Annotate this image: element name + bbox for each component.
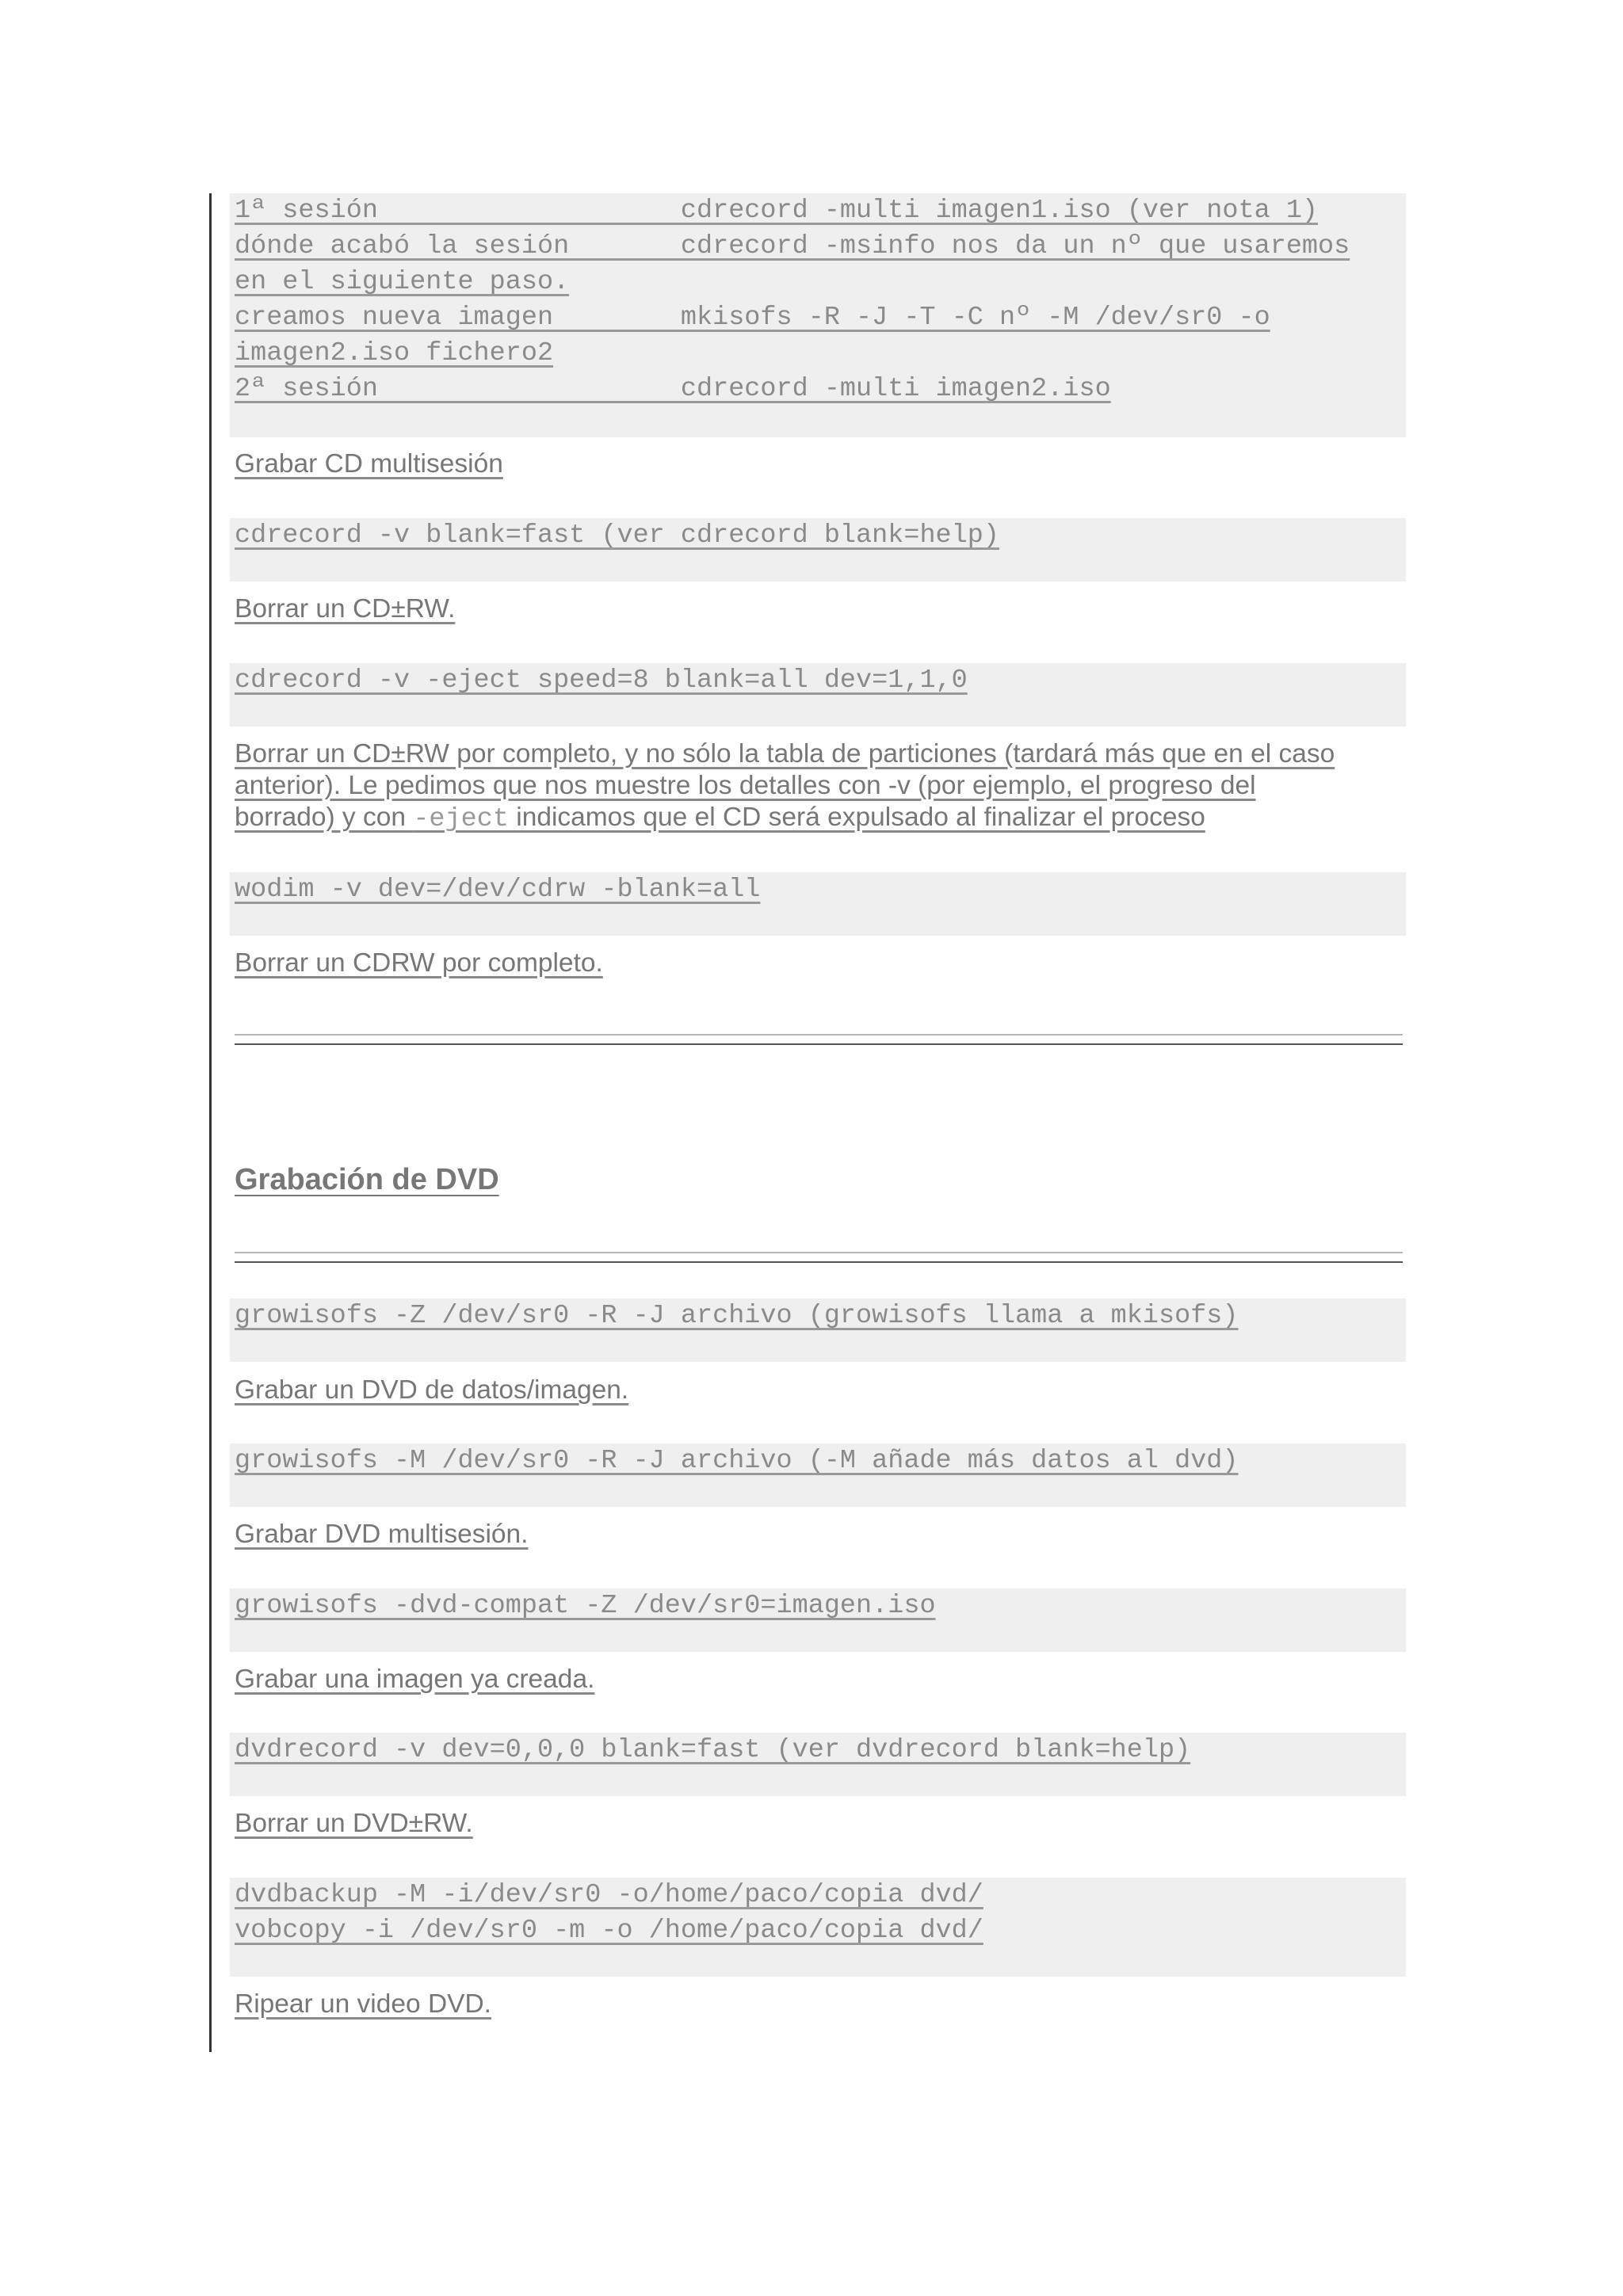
horizontal-rule	[235, 1034, 1403, 1045]
caption-line: borrado) y con	[235, 803, 414, 832]
dvdrecord-code-block	[230, 1733, 1406, 1796]
growisofs-compat-caption: Grabar una imagen ya creada.	[235, 1665, 595, 1694]
dvdrecord-caption: Borrar un DVD±RW.	[235, 1809, 473, 1838]
growisofs-compat-code-block	[230, 1589, 1406, 1652]
multisession-caption: Grabar CD multisesión	[235, 449, 503, 479]
growisofs-z-code-block	[230, 1299, 1406, 1362]
code-line: 1ª sesión cdrecord -multi imagen1.iso (ver nota 1)	[235, 196, 1319, 226]
code-line: wodim -v dev=/dev/cdrw -blank=all	[235, 875, 761, 905]
caption-line: indicamos que el CD será expulsado al finalizar el proceso	[508, 803, 1205, 832]
multisession-code-block	[230, 193, 1406, 437]
horizontal-rule	[235, 1252, 1403, 1263]
code-line: creamos nueva imagen mkisofs -R -J -T -C nº -M /dev/sr0 -o	[235, 303, 1270, 333]
blank-all-code-block	[230, 663, 1406, 727]
wodim-code-block	[230, 872, 1406, 936]
code-line: 2ª sesión cdrecord -multi imagen2.iso	[235, 374, 1111, 404]
caption-line: Borrar un CD±RW por completo, y no sólo la tabla de particiones (tardará más que en el caso	[235, 739, 1335, 769]
caption-line: anterior). Le pedimos que nos muestre los detalles con -v (por ejemplo, el progreso del	[235, 771, 1256, 800]
code-line: en el siguiente paso.	[235, 267, 570, 297]
code-line: dvdbackup -M -i/dev/sr0 -o/home/paco/copia dvd/	[235, 1880, 983, 1910]
left-margin-rule	[209, 193, 212, 2052]
rip-caption: Ripear un video DVD.	[235, 1989, 491, 2019]
blank-all-caption	[235, 738, 1407, 835]
dvd-section-heading: Grabación de DVD	[235, 1163, 499, 1196]
code-line: dvdrecord -v dev=0,0,0 blank=fast (ver dvdrecord blank=help)	[235, 1735, 1191, 1765]
wodim-caption: Borrar un CDRW por completo.	[235, 948, 603, 978]
code-line: vobcopy -i /dev/sr0 -m -o /home/paco/copia dvd/	[235, 1916, 983, 1946]
code-line: dónde acabó la sesión cdrecord -msinfo nos da un nº que usaremos	[235, 231, 1350, 261]
growisofs-m-caption: Grabar DVD multisesión.	[235, 1520, 529, 1549]
code-line: growisofs -dvd-compat -Z /dev/sr0=imagen.iso	[235, 1591, 936, 1621]
growisofs-z-caption: Grabar un DVD de datos/imagen.	[235, 1375, 629, 1405]
blank-fast-caption: Borrar un CD±RW.	[235, 594, 456, 624]
code-line: cdrecord -v -eject speed=8 blank=all dev=1,1,0	[235, 666, 968, 696]
blank-fast-code-block	[230, 518, 1406, 582]
rip-code-block	[230, 1878, 1406, 1977]
inline-code: -eject	[413, 804, 509, 834]
code-line: cdrecord -v blank=fast (ver cdrecord blank=help)	[235, 521, 999, 551]
code-line: growisofs -Z /dev/sr0 -R -J archivo (growisofs llama a mkisofs)	[235, 1301, 1239, 1331]
code-line: imagen2.iso fichero2	[235, 338, 554, 368]
code-line: growisofs -M /dev/sr0 -R -J archivo (-M añade más datos al dvd)	[235, 1446, 1239, 1476]
growisofs-m-code-block	[230, 1444, 1406, 1507]
